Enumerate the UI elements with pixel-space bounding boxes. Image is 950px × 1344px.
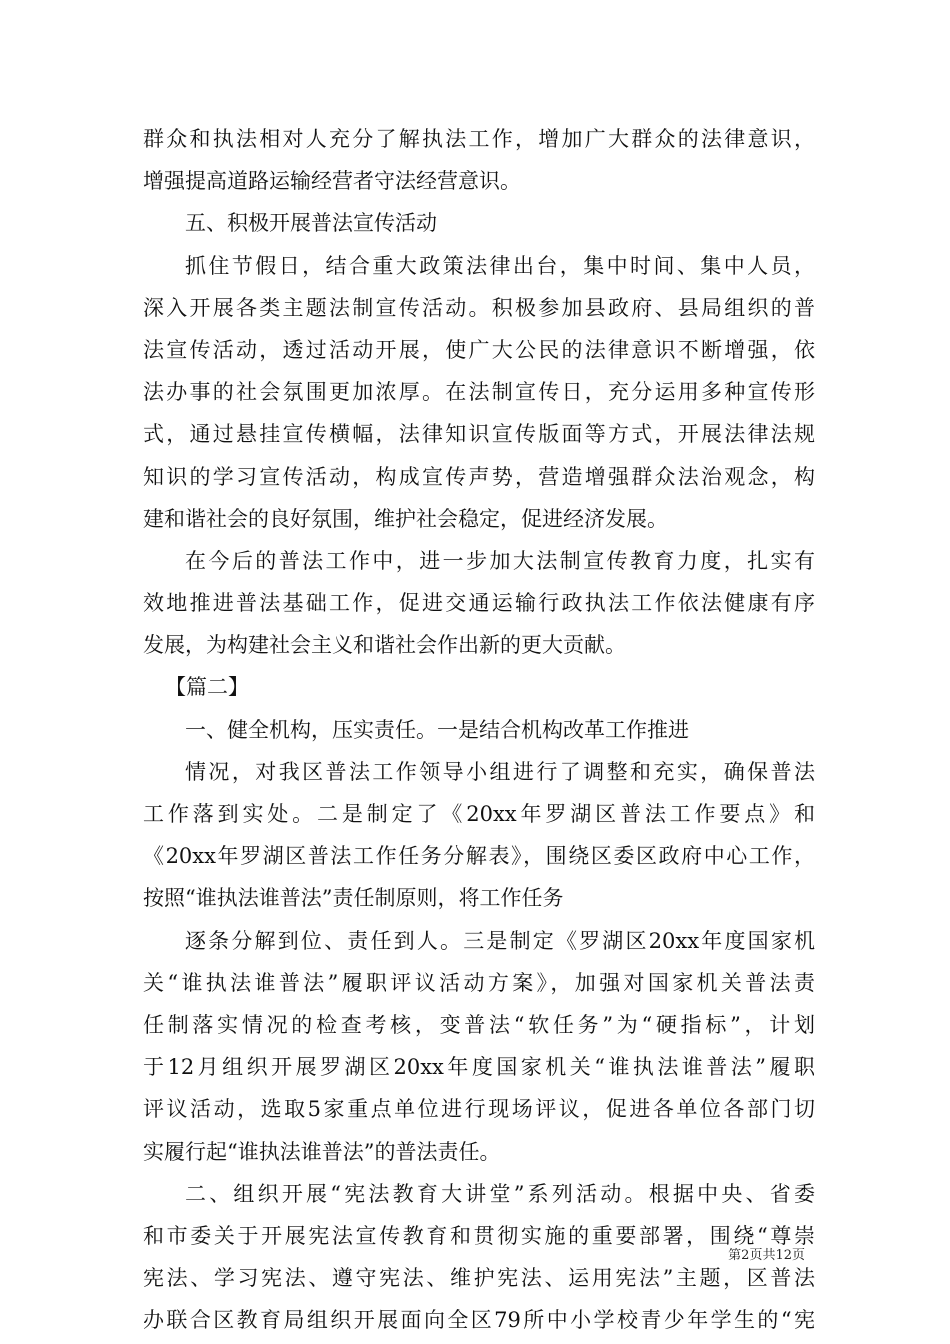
text-line: 工作落到实处。二是制定了《20xx年罗湖区普法工作要点》和 — [143, 802, 815, 826]
page-number: 第2页共12页 — [728, 1248, 805, 1263]
text-line: 按照“谁执法谁普法”责任制原则，将工作任务 — [143, 886, 564, 911]
text-line: 情况，对我区普法工作领导小组进行了调整和充实，确保普法 — [185, 759, 815, 784]
text-line: 效地推进普法基础工作，促进交通运输行政执法工作依法健康有序 — [143, 591, 815, 616]
text-line: 二、组织开展“宪法教育大讲堂”系列活动。根据中央、省委 — [185, 1181, 815, 1206]
text-line: 一、健全机构，压实责任。一是结合机构改革工作推进 — [185, 717, 689, 742]
document-body — [143, 118, 815, 1341]
text-line: 实履行起“谁执法谁普法”的普法责任。 — [143, 1139, 501, 1164]
text-line: 在今后的普法工作中，进一步加大法制宣传教育力度，扎实有 — [185, 548, 815, 573]
text-line: 式，通过悬挂宣传横幅，法律知识宣传版面等方式，开展法律法规 — [143, 422, 815, 447]
text-line: 办联合区教育局组织开展面向全区79所中小学校青少年学生的“宪 — [143, 1308, 815, 1333]
text-line: 建和谐社会的良好氛围，维护社会稳定，促进经济发展。 — [143, 506, 668, 531]
text-line: 逐条分解到位、责任到人。三是制定《罗湖区20xx年度国家机 — [185, 928, 815, 953]
text-line: 法办事的社会氛围更加浓厚。在法制宣传日，充分运用多种宣传形 — [143, 380, 815, 405]
text-line: 评议活动，选取5家重点单位进行现场评议，促进各单位各部门切 — [143, 1097, 815, 1122]
text-line: 发展，为构建社会主义和谐社会作出新的更大贡献。 — [143, 633, 626, 658]
text-line: 宪法、学习宪法、遵守宪法、维护宪法、运用宪法”主题，区普法 — [143, 1266, 815, 1291]
text-line: 【篇二】 — [165, 675, 249, 700]
text-line: 法宣传活动，透过活动开展，使广大公民的法律意识不断增强，依 — [143, 337, 815, 362]
text-line: 于12月组织开展罗湖区20xx年度国家机关“谁执法谁普法”履职 — [143, 1055, 815, 1080]
text-line: 群众和执法相对人充分了解执法工作，增加广大群众的法律意识， — [143, 127, 815, 151]
text-line: 知识的学习宣传活动，构成宣传声势，营造增强群众法治观念，构 — [143, 464, 815, 489]
text-line: 增强提高道路运输经营者守法经营意识。 — [143, 169, 521, 194]
text-line: 和市委关于开展宪法宣传教育和贯彻实施的重要部署，围绕“尊崇 — [143, 1223, 815, 1248]
text-line: 抓住节假日，结合重大政策法律出台，集中时间、集中人员， — [185, 253, 815, 278]
text-line: 五、积极开展普法宣传活动 — [185, 211, 437, 236]
text-line: 深入开展各类主题法制宣传活动。积极参加县政府、县局组织的普 — [143, 295, 815, 320]
text-line: 关“谁执法谁普法”履职评议活动方案》，加强对国家机关普法责 — [143, 970, 815, 995]
text-line: 任制落实情况的检查考核，变普法“软任务”为“硬指标”，计划 — [143, 1012, 815, 1037]
text-line: 《20xx年罗湖区普法工作任务分解表》，围绕区委区政府中心工作， — [143, 844, 815, 869]
